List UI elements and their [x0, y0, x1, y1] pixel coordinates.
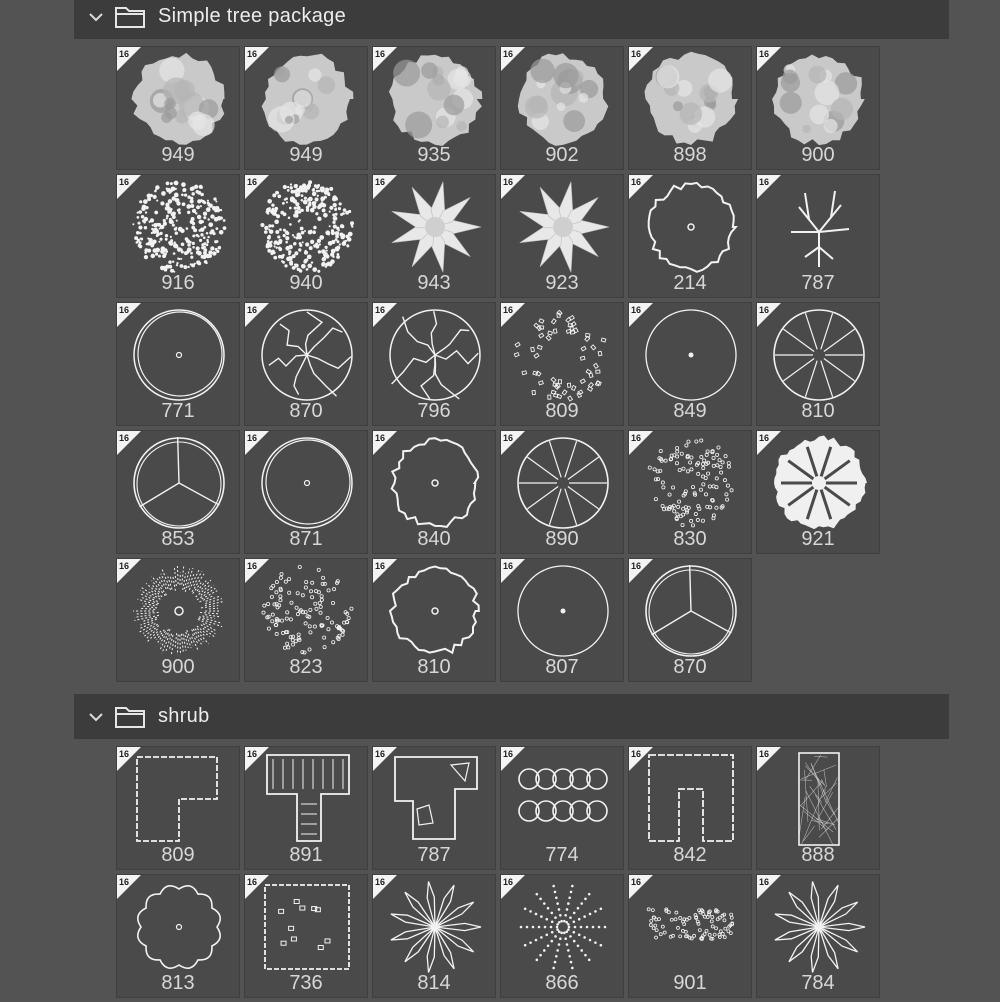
- brush-thumbnail: [385, 561, 485, 661]
- brush-type-badge-icon: [373, 175, 397, 199]
- brush-thumbnail: [385, 433, 485, 533]
- svg-text:16: 16: [375, 749, 385, 759]
- brush-type-badge-icon: [629, 431, 653, 455]
- brush-size-label: 870: [629, 656, 751, 679]
- brush-preset[interactable]: [628, 302, 752, 426]
- brush-grid-trees: [116, 46, 884, 686]
- brush-type-badge-icon: [629, 175, 653, 199]
- brush-type-badge-icon: [629, 875, 653, 899]
- folder-row-trees[interactable]: [74, 0, 949, 39]
- brush-preset[interactable]: [628, 558, 752, 682]
- svg-text:16: 16: [631, 49, 641, 59]
- brush-thumbnail: [129, 305, 229, 405]
- brush-type-badge-icon: [757, 303, 781, 327]
- brush-preset[interactable]: [500, 746, 624, 870]
- svg-text:16: 16: [759, 305, 769, 315]
- brush-preset[interactable]: [500, 46, 624, 170]
- brush-size-label: 810: [757, 400, 879, 423]
- svg-text:16: 16: [247, 877, 257, 887]
- svg-text:16: 16: [375, 177, 385, 187]
- brush-size-label: 888: [757, 844, 879, 867]
- brush-size-label: 736: [245, 972, 367, 995]
- brush-type-badge-icon: [373, 431, 397, 455]
- brush-type-badge-icon: [245, 559, 269, 583]
- brush-thumbnail: [385, 177, 485, 277]
- brush-size-label: 796: [373, 400, 495, 423]
- brush-size-label: 807: [501, 656, 623, 679]
- brush-thumbnail: [385, 305, 485, 405]
- brush-type-badge-icon: [117, 47, 141, 71]
- brush-thumbnail: [513, 49, 613, 149]
- svg-text:16: 16: [759, 749, 769, 759]
- svg-text:16: 16: [503, 49, 513, 59]
- brush-type-badge-icon: [245, 303, 269, 327]
- brush-type-badge-icon: [629, 747, 653, 771]
- brush-size-label: 901: [629, 972, 751, 995]
- brush-size-label: 935: [373, 144, 495, 167]
- brush-type-badge-icon: [757, 175, 781, 199]
- brush-preset[interactable]: [372, 558, 496, 682]
- brush-thumbnail: [641, 749, 741, 849]
- brush-thumbnail: [129, 877, 229, 977]
- brush-thumbnail: [769, 305, 869, 405]
- brush-type-badge-icon: [117, 175, 141, 199]
- brush-type-badge-icon: [117, 559, 141, 583]
- folder-icon: [114, 5, 146, 29]
- brush-size-label: 898: [629, 144, 751, 167]
- brush-preset[interactable]: [756, 430, 880, 554]
- brush-size-label: 890: [501, 528, 623, 551]
- svg-text:16: 16: [631, 433, 641, 443]
- brush-preset[interactable]: [372, 430, 496, 554]
- brush-thumbnail: [513, 561, 613, 661]
- folder-icon: [114, 705, 146, 729]
- brush-size-label: 853: [117, 528, 239, 551]
- brush-thumbnail: [641, 49, 741, 149]
- brush-size-label: 787: [373, 844, 495, 867]
- brush-thumbnail: [641, 433, 741, 533]
- chevron-down-icon[interactable]: [86, 7, 106, 27]
- brush-size-label: 949: [245, 144, 367, 167]
- brush-type-badge-icon: [245, 431, 269, 455]
- brush-preset[interactable]: [244, 46, 368, 170]
- svg-text:16: 16: [631, 749, 641, 759]
- svg-text:16: 16: [119, 49, 129, 59]
- brush-thumbnail: [513, 177, 613, 277]
- svg-text:16: 16: [759, 877, 769, 887]
- brush-size-label: 849: [629, 400, 751, 423]
- brush-thumbnail: [129, 49, 229, 149]
- brush-thumbnail: [257, 433, 357, 533]
- brush-size-label: 830: [629, 528, 751, 551]
- svg-text:16: 16: [503, 877, 513, 887]
- brush-type-badge-icon: [501, 559, 525, 583]
- brush-grid-shrub: [116, 746, 884, 1002]
- brush-size-label: 949: [117, 144, 239, 167]
- brush-thumbnail: [129, 177, 229, 277]
- brush-thumbnail: [513, 749, 613, 849]
- brush-preset[interactable]: [372, 46, 496, 170]
- brush-thumbnail: [129, 433, 229, 533]
- brush-size-label: 902: [501, 144, 623, 167]
- brush-size-label: 774: [501, 844, 623, 867]
- folder-name: Simple tree package: [158, 5, 346, 28]
- svg-text:16: 16: [247, 305, 257, 315]
- brush-thumbnail: [769, 749, 869, 849]
- brush-size-label: 921: [757, 528, 879, 551]
- svg-text:16: 16: [119, 433, 129, 443]
- brush-thumbnail: [513, 305, 613, 405]
- brush-size-label: 823: [245, 656, 367, 679]
- svg-text:16: 16: [631, 877, 641, 887]
- brush-size-label: 866: [501, 972, 623, 995]
- brush-preset[interactable]: [244, 558, 368, 682]
- brush-size-label: 771: [117, 400, 239, 423]
- brush-size-label: 813: [117, 972, 239, 995]
- svg-text:16: 16: [631, 305, 641, 315]
- brush-size-label: 840: [373, 528, 495, 551]
- brush-preset[interactable]: [756, 302, 880, 426]
- brush-preset[interactable]: [500, 558, 624, 682]
- brush-preset[interactable]: [244, 174, 368, 298]
- brush-preset[interactable]: [500, 302, 624, 426]
- svg-text:16: 16: [247, 749, 257, 759]
- brush-preset[interactable]: [500, 430, 624, 554]
- brush-preset[interactable]: [372, 174, 496, 298]
- brush-size-label: 809: [501, 400, 623, 423]
- brush-size-label: 870: [245, 400, 367, 423]
- brush-type-badge-icon: [117, 875, 141, 899]
- brush-thumbnail: [769, 433, 869, 533]
- svg-text:16: 16: [247, 177, 257, 187]
- brush-type-badge-icon: [629, 303, 653, 327]
- brush-thumbnail: [257, 561, 357, 661]
- brush-type-badge-icon: [757, 747, 781, 771]
- brush-preset[interactable]: [372, 746, 496, 870]
- brush-size-label: 891: [245, 844, 367, 867]
- brush-type-badge-icon: [117, 431, 141, 455]
- brush-type-badge-icon: [373, 875, 397, 899]
- brush-thumbnail: [385, 49, 485, 149]
- svg-text:16: 16: [119, 749, 129, 759]
- svg-text:16: 16: [631, 177, 641, 187]
- brush-type-badge-icon: [629, 559, 653, 583]
- brush-preset[interactable]: [628, 874, 752, 998]
- brush-type-badge-icon: [373, 559, 397, 583]
- brush-preset[interactable]: [116, 302, 240, 426]
- brush-preset[interactable]: [756, 174, 880, 298]
- brush-preset[interactable]: [500, 174, 624, 298]
- svg-text:16: 16: [631, 561, 641, 571]
- svg-text:16: 16: [503, 433, 513, 443]
- brush-type-badge-icon: [757, 875, 781, 899]
- brush-thumbnail: [257, 177, 357, 277]
- svg-text:16: 16: [375, 49, 385, 59]
- brush-thumbnail: [641, 305, 741, 405]
- brush-size-label: 814: [373, 972, 495, 995]
- brush-preset[interactable]: [372, 874, 496, 998]
- brush-preset[interactable]: [116, 746, 240, 870]
- brush-thumbnail: [641, 177, 741, 277]
- brush-type-badge-icon: [501, 175, 525, 199]
- brush-thumbnail: [257, 305, 357, 405]
- brush-preset[interactable]: [244, 874, 368, 998]
- svg-text:16: 16: [503, 749, 513, 759]
- brush-thumbnail: [513, 433, 613, 533]
- brush-preset[interactable]: [116, 174, 240, 298]
- brush-preset[interactable]: [756, 746, 880, 870]
- brush-type-badge-icon: [245, 175, 269, 199]
- brush-preset[interactable]: [500, 874, 624, 998]
- svg-text:16: 16: [759, 433, 769, 443]
- svg-text:16: 16: [759, 49, 769, 59]
- brush-thumbnail: [769, 177, 869, 277]
- brush-thumbnail: [257, 49, 357, 149]
- brush-size-label: 787: [757, 272, 879, 295]
- brush-size-label: 916: [117, 272, 239, 295]
- brush-thumbnail: [257, 749, 357, 849]
- brush-size-label: 810: [373, 656, 495, 679]
- brush-thumbnail: [129, 749, 229, 849]
- brush-type-badge-icon: [373, 47, 397, 71]
- brush-type-badge-icon: [117, 747, 141, 771]
- brush-thumbnail: [641, 877, 741, 977]
- brush-type-badge-icon: [501, 431, 525, 455]
- svg-text:16: 16: [119, 561, 129, 571]
- svg-text:16: 16: [503, 177, 513, 187]
- svg-text:16: 16: [503, 305, 513, 315]
- brush-size-label: 900: [757, 144, 879, 167]
- chevron-down-icon[interactable]: [86, 707, 106, 727]
- brush-thumbnail: [641, 561, 741, 661]
- brush-preset[interactable]: [372, 302, 496, 426]
- svg-text:16: 16: [375, 433, 385, 443]
- brush-thumbnail: [385, 749, 485, 849]
- brush-type-badge-icon: [373, 747, 397, 771]
- brush-preset[interactable]: [116, 46, 240, 170]
- brush-type-badge-icon: [501, 875, 525, 899]
- brush-thumbnail: [769, 877, 869, 977]
- brush-thumbnail: [513, 877, 613, 977]
- svg-text:16: 16: [503, 561, 513, 571]
- svg-text:16: 16: [375, 877, 385, 887]
- brush-type-badge-icon: [757, 47, 781, 71]
- svg-text:16: 16: [375, 305, 385, 315]
- svg-text:16: 16: [119, 305, 129, 315]
- brush-preset[interactable]: [628, 430, 752, 554]
- brush-preset[interactable]: [756, 46, 880, 170]
- svg-text:16: 16: [247, 433, 257, 443]
- brush-preset[interactable]: [244, 302, 368, 426]
- brush-type-badge-icon: [117, 303, 141, 327]
- brush-type-badge-icon: [245, 47, 269, 71]
- brush-thumbnail: [769, 49, 869, 149]
- brush-size-label: 940: [245, 272, 367, 295]
- brush-type-badge-icon: [629, 47, 653, 71]
- svg-text:16: 16: [247, 561, 257, 571]
- brush-thumbnail: [257, 877, 357, 977]
- brush-preset[interactable]: [756, 874, 880, 998]
- brush-thumbnail: [129, 561, 229, 661]
- brush-type-badge-icon: [245, 747, 269, 771]
- brush-type-badge-icon: [245, 875, 269, 899]
- svg-text:16: 16: [247, 49, 257, 59]
- brush-preset[interactable]: [116, 874, 240, 998]
- brush-preset[interactable]: [116, 430, 240, 554]
- brush-size-label: 809: [117, 844, 239, 867]
- brush-type-badge-icon: [501, 303, 525, 327]
- brush-preset[interactable]: [628, 46, 752, 170]
- brush-size-label: 923: [501, 272, 623, 295]
- brush-type-badge-icon: [501, 47, 525, 71]
- brush-type-badge-icon: [757, 431, 781, 455]
- brush-size-label: 784: [757, 972, 879, 995]
- brush-preset[interactable]: [244, 430, 368, 554]
- svg-text:16: 16: [119, 877, 129, 887]
- brush-thumbnail: [385, 877, 485, 977]
- brush-size-label: 943: [373, 272, 495, 295]
- svg-text:16: 16: [119, 177, 129, 187]
- brush-size-label: 900: [117, 656, 239, 679]
- brush-size-label: 214: [629, 272, 751, 295]
- brush-type-badge-icon: [501, 747, 525, 771]
- brush-preset[interactable]: [628, 174, 752, 298]
- svg-text:16: 16: [375, 561, 385, 571]
- brush-size-label: 871: [245, 528, 367, 551]
- brush-size-label: 842: [629, 844, 751, 867]
- folder-name: shrub: [158, 705, 210, 728]
- svg-text:16: 16: [759, 177, 769, 187]
- brush-preset[interactable]: [116, 558, 240, 682]
- brush-preset[interactable]: [628, 746, 752, 870]
- brush-type-badge-icon: [373, 303, 397, 327]
- brush-preset[interactable]: [244, 746, 368, 870]
- folder-row-shrub[interactable]: [74, 694, 949, 739]
